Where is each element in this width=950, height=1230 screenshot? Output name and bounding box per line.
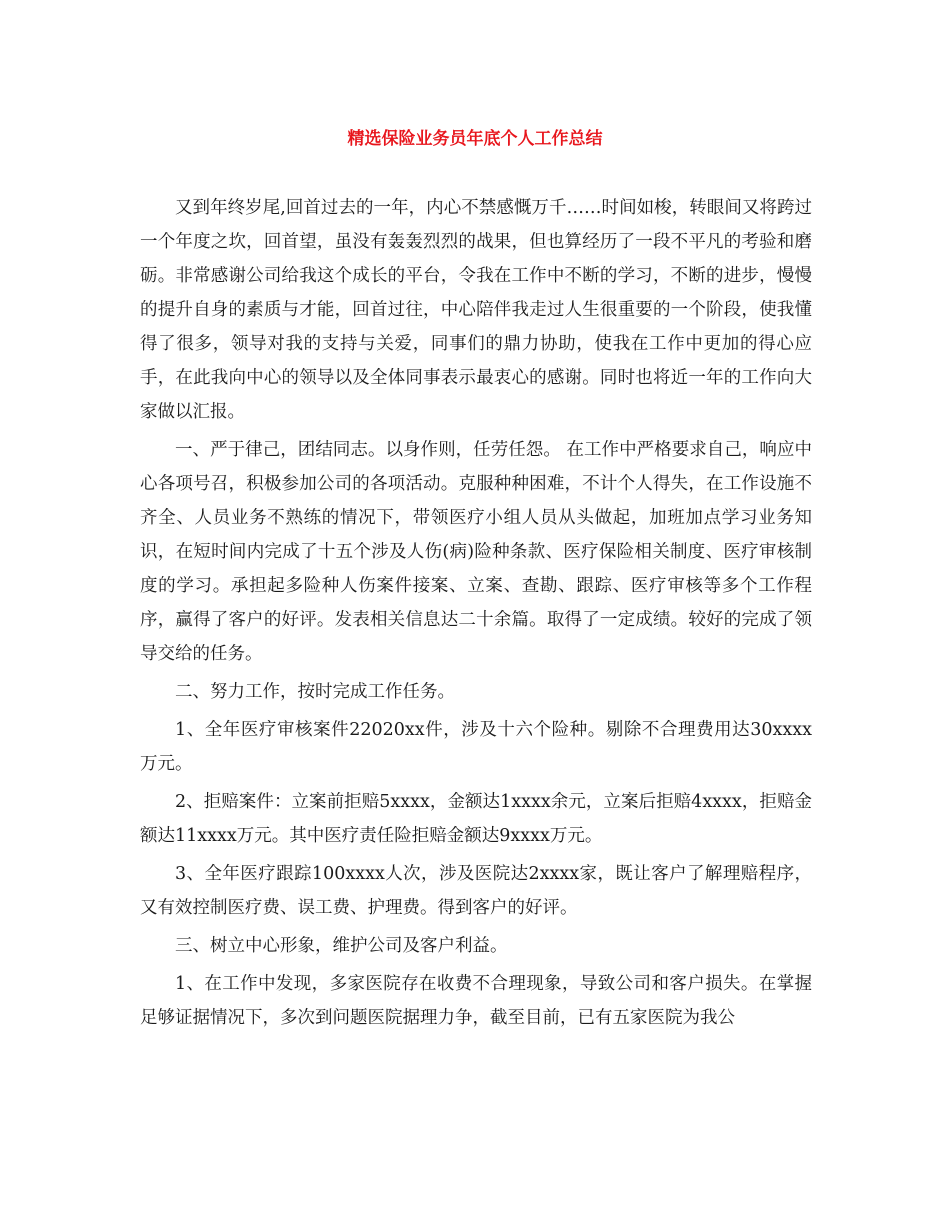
paragraph-intro: 又到年终岁尾,回首过去的一年，内心不禁感慨万千……时间如梭，转眼间又将跨过一个年度之坎，回首望，虽没有轰轰烈烈的战果，但也算经历了一段不平凡的考验和磨砺。非常感谢公司给我这个成长的平台，令我在工作中不断的学习，不断的进步，慢慢的提升自身的素质与才能，回首过往，中心陪伴我走过人生很重要的一个阶段，使我懂得了很多，领导对我的支持与关爱，同事们的鼎力协助，使我在工作中更加的得心应手，在此我向中心的领导以及全体同事表示最衷心的感谢。同时也将近一年的工作向大家做以汇报。 bbox=[140, 198, 812, 422]
paragraph-item-2-1: 1、全年医疗审核案件22020xx件，涉及十六个险种。剔除不合理费用达30xxxx万元。 bbox=[140, 720, 812, 774]
paragraph-item-2-2: 2、拒赔案件：立案前拒赔5xxxx，金额达1xxxx余元，立案后拒赔4xxxx，拒赔金额达11xxxx万元。其中医疗责任险拒赔金额达9xxxx万元。 bbox=[140, 792, 812, 846]
paragraph-section-2-heading: 二、努力工作，按时完成工作任务。 bbox=[175, 682, 455, 702]
document-body bbox=[140, 191, 812, 1039]
document-title: 精选保险业务员年底个人工作总结 bbox=[347, 129, 603, 149]
paragraph-section-1: 一、严于律己，团结同志。以身作则，任劳任怨。 在工作中严格要求自己，响应中心各项号召，积极参加公司的各项活动。克服种种困难，不计个人得失，在工作设施不齐全、人员业务不熟练的情况下，带领医疗小组人员从头做起，加班加点学习业务知识，在短时间内完成了十五个涉及人伤(病)险种条款、医疗保险相关制度、医疗审核制度的学习。承担起多险种人伤案件接案、立案、查勘、跟踪、医疗审核等多个工作程序，赢得了客户的好评。发表相关信息达二十余篇。取得了一定成绩。较好的完成了领导交给的任务。 bbox=[140, 440, 812, 664]
paragraph-item-3-1: 1、在工作中发现，多家医院存在收费不合理现象，导致公司和客户损失。在掌握足够证据情况下，多次到问题医院据理力争，截至目前，已有五家医院为我公 bbox=[140, 974, 812, 1028]
paragraph-section-3-heading: 三、树立中心形象，维护公司及客户利益。 bbox=[175, 936, 508, 956]
paragraph-item-2-3: 3、全年医疗跟踪100xxxx人次，涉及医院达2xxxx家，既让客户了解理赔程序，又有效控制医疗费、误工费、护理费。得到客户的好评。 bbox=[140, 864, 812, 918]
